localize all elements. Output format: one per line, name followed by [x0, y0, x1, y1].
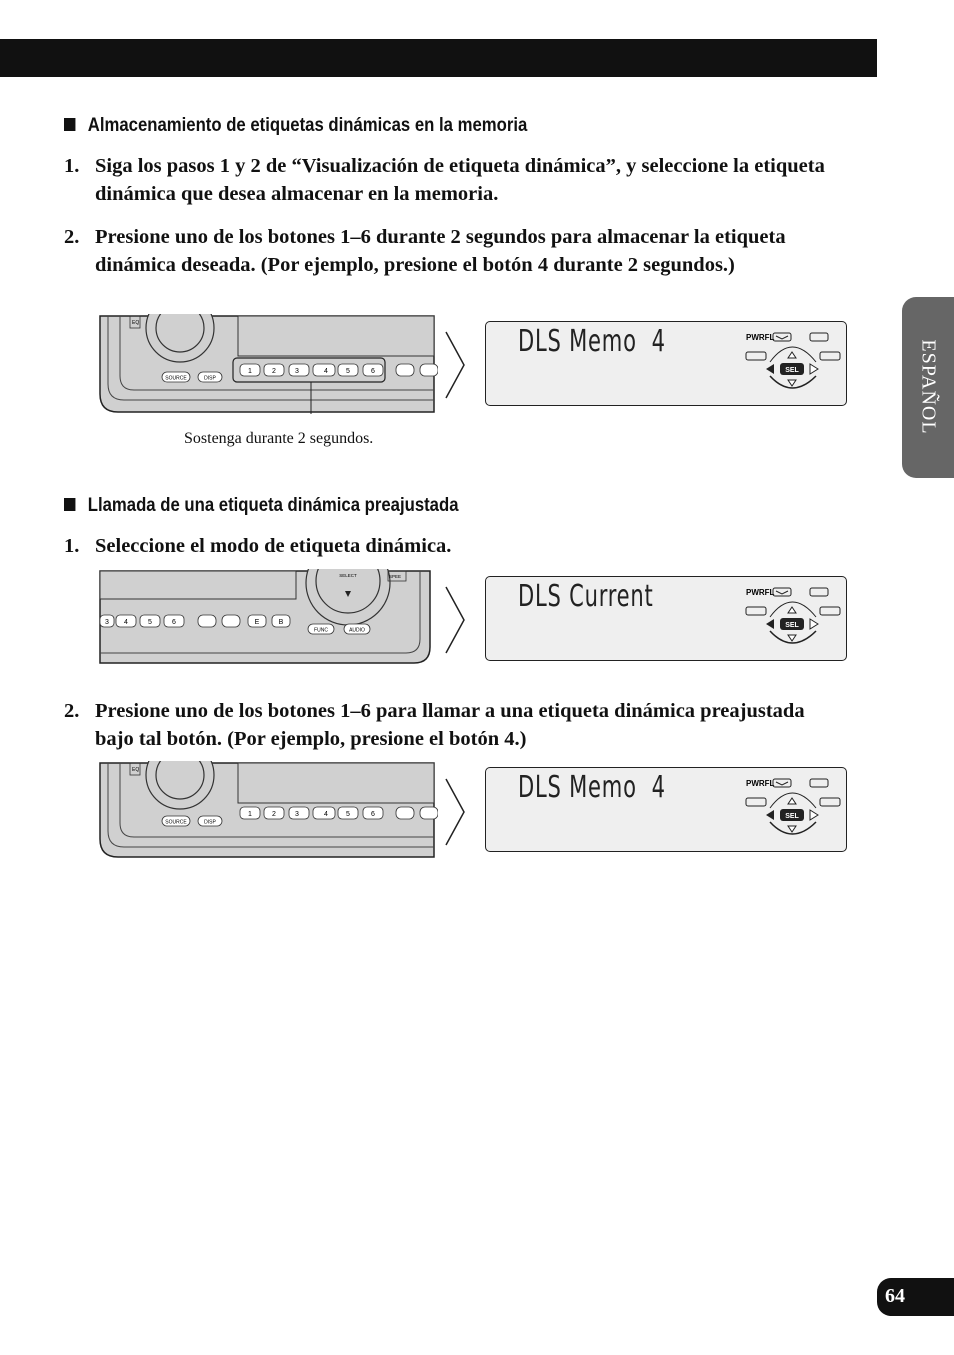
svg-text:FUNC: FUNC	[314, 627, 328, 634]
page-number: 64	[885, 1285, 905, 1307]
header-bar	[0, 39, 877, 77]
svg-text:PWRFL: PWRFL	[746, 779, 775, 788]
head-unit-illustration	[98, 314, 438, 414]
svg-text:6: 6	[371, 811, 375, 818]
svg-text:5: 5	[346, 811, 350, 818]
svg-text:SOURCE: SOURCE	[165, 375, 187, 382]
preset-button-3[interactable]	[289, 364, 309, 376]
step-text: Siga los pasos 1 y 2 de “Visualización de etiqueta dinámica”, y seleccione la etiqueta dinámica que desea almacenar en la memoria.	[95, 155, 825, 205]
svg-text:2: 2	[272, 811, 276, 818]
svg-text:DISP: DISP	[204, 375, 216, 382]
svg-text:3: 3	[295, 811, 299, 818]
svg-text:3: 3	[295, 368, 299, 375]
preset-button-3[interactable]	[289, 807, 309, 819]
svg-text:1: 1	[248, 811, 252, 818]
svg-text:SEL: SEL	[785, 813, 799, 820]
section-heading-store	[64, 115, 527, 137]
svg-text:EQ: EQ	[132, 767, 140, 773]
lcd-indicator-cluster	[742, 774, 842, 846]
svg-text:4: 4	[324, 368, 328, 375]
svg-text:SELECT: SELECT	[339, 573, 357, 578]
lcd-display-text: DLS Current	[518, 579, 654, 614]
svg-text:SPEE: SPEE	[389, 574, 402, 579]
step-1-store	[64, 153, 844, 208]
step-number: 2.	[64, 226, 80, 248]
language-tab-label: ESPAÑOL	[917, 339, 940, 435]
head-unit-illustration	[98, 569, 434, 667]
svg-text:5: 5	[346, 368, 350, 375]
figure-caption: Sostenga durante 2 segundos.	[184, 430, 374, 447]
svg-text:SEL: SEL	[785, 367, 799, 374]
step-number: 1.	[64, 535, 80, 557]
page-number-tab	[877, 1278, 954, 1316]
svg-text:E: E	[254, 619, 260, 626]
svg-text:4: 4	[124, 619, 128, 626]
language-tab	[902, 297, 954, 478]
svg-text:SOURCE: SOURCE	[165, 819, 187, 826]
svg-text:6: 6	[371, 368, 375, 375]
step-text: Presione uno de los botones 1–6 para llamar a una etiqueta dinámica preajustada bajo tal botón. (Por ejemplo, presione el botón 4.)	[95, 700, 805, 750]
chevron-right-icon	[444, 330, 468, 400]
step-2-store	[64, 224, 844, 279]
section-title: Llamada de una etiqueta dinámica preajustada	[87, 495, 459, 516]
lcd-indicator-cluster	[742, 328, 842, 400]
step-text: Seleccione el modo de etiqueta dinámica.	[95, 535, 452, 557]
svg-text:2: 2	[272, 368, 276, 375]
square-bullet-icon	[64, 498, 75, 511]
svg-text:1: 1	[248, 368, 252, 375]
svg-text:4: 4	[324, 811, 328, 818]
svg-text:3: 3	[105, 619, 109, 626]
svg-text:PWRFL: PWRFL	[746, 588, 775, 597]
lcd-display	[485, 321, 847, 406]
eq-label: EQ	[132, 320, 140, 326]
svg-text:6: 6	[172, 619, 176, 626]
section-heading-recall	[64, 495, 459, 517]
step-number: 2.	[64, 700, 80, 722]
step-2-recall	[64, 698, 844, 753]
step-1-recall	[64, 533, 844, 561]
section-title: Almacenamiento de etiquetas dinámicas en la memoria	[87, 115, 528, 136]
step-text: Presione uno de los botones 1–6 durante 2 segundos para almacenar la etiqueta dinámica deseada. (Por ejemplo, presione el botón 4 durante 2 segundos.)	[95, 226, 786, 276]
head-unit-illustration	[98, 761, 438, 861]
svg-text:5: 5	[148, 619, 152, 626]
svg-text:PWRFL: PWRFL	[746, 333, 775, 342]
chevron-right-icon	[444, 777, 468, 847]
svg-text:SEL: SEL	[785, 622, 799, 629]
chevron-right-icon	[444, 585, 468, 655]
svg-text:DISP: DISP	[204, 819, 216, 826]
lcd-display-text: DLS Memo 4	[518, 770, 666, 805]
lcd-display-text: DLS Memo 4	[518, 324, 666, 359]
lcd-display	[485, 767, 847, 852]
lcd-display	[485, 576, 847, 661]
step-number: 1.	[64, 155, 80, 177]
square-bullet-icon	[64, 118, 75, 131]
svg-text:B: B	[278, 619, 284, 626]
lcd-indicator-cluster	[742, 583, 842, 655]
svg-text:AUDIO: AUDIO	[349, 627, 365, 634]
